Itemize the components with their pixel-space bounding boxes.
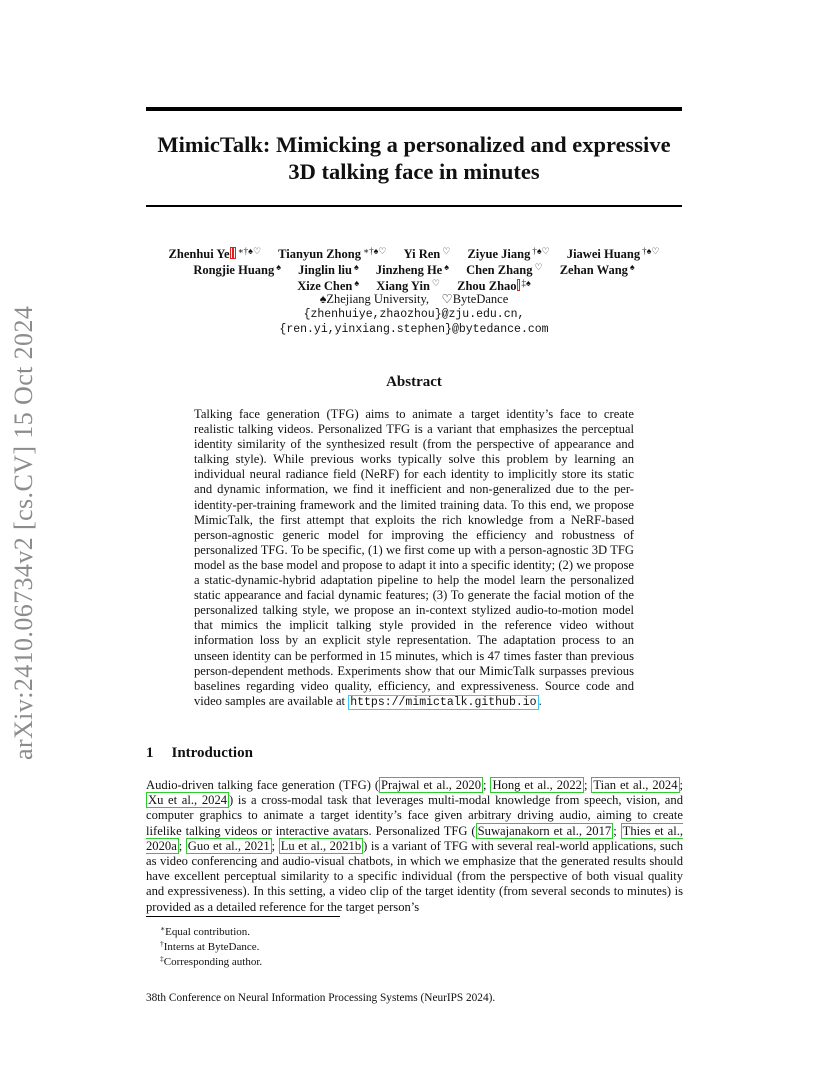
citation-separator: ; [583,778,592,792]
author-zhenhui-ye: Zhenhui Ye ∗†♠♡ [168,246,262,261]
title-top-rule [146,107,682,111]
section-title: Introduction [171,745,253,761]
section-heading-introduction [146,745,271,762]
citation-link[interactable]: Guo et al., 2021 [187,838,270,853]
abstract-heading: Abstract [386,374,442,390]
introduction-paragraph [146,778,683,915]
author-zehan-wang: Zehan Wang ♠ [559,262,635,277]
citation-link[interactable]: Thies et al., 2020a [146,823,683,853]
author-tianyun-zhong: Tianyun Zhong ∗†♠♡ [278,246,387,261]
footnote-equal-contribution: ∗Equal contribution. [160,924,251,938]
author-xize-chen: Xize Chen ♠ [297,278,360,293]
citation-separator: ; [679,778,684,792]
author-jinglin-liu: Jinglin liu ♠ [298,262,359,277]
intro-text: ) is a variant of TFG with several real-world applications, such as video conferencing and audio-visual chatbots, in which we emphasize that the generated results should have excellent perceptual similarity to a specific individual (from the perspective of both visual quality and expressiveness). In this setting, a video clip of the target identity (from several seconds to minutes) is provided as a detailed reference for the target person’s [146,838,683,914]
abstract-body [194,407,634,710]
arxiv-identifier: arXiv:2410.06734v2 [cs.CV] 15 Oct 2024 [9,305,38,760]
citation-link[interactable]: Xu et al., 2024 [148,793,228,808]
author-ziyue-jiang: Ziyue Jiang †♠♡ [467,246,550,261]
affiliations [146,291,682,307]
author-yi-ren: Yi Ren ♡ [403,246,451,261]
intro-text: Audio-driven talking face generation (TFG) ( [146,778,380,792]
author-zhou-zhao: Zhou Zhao ‡♠ [457,278,531,293]
citation-separator: ; [178,838,186,853]
red-highlight-mark [517,279,520,291]
citation-link[interactable]: Lu et al., 2021b [280,838,362,853]
paper-title [146,131,682,185]
citation-link[interactable]: Prajwal et al., 2020 [381,778,481,792]
title-bottom-rule [146,205,682,207]
citation-link[interactable]: Suwajanakorn et al., 2017 [477,823,612,838]
project-url-link[interactable]: https://mimictalk.github.io [350,695,537,709]
red-highlight-mark [233,247,236,259]
section-number: 1 [146,745,154,761]
author-xiang-yin: Xiang Yin ♡ [376,278,440,293]
citation-separator: ; [613,823,621,838]
intro-text: ) is a cross-modal task that leverages multi-modal knowledge from speech, vision, and computer graphics to animate a target identity’s face given arbitrary driving audio, aiming to create lifelike talking videos or interactive avatars. Personalized TFG ( [146,793,683,838]
title-line-2: 3D talking face in minutes [288,159,540,184]
citation-link[interactable]: Hong et al., 2022 [492,778,582,792]
abstract-text: Talking face generation (TFG) aims to animate a target identity’s face to create realistic talking videos. Personalized TFG is a variant that emphasizes the perceptual identity similarity of the synthesized result (from the perspective of appearance and talking style). While previous works typically solve this problem by learning an individual neural radiance field (NeRF) for each identity to implicitly store its static and dynamic information, we find it inefficient and non-generalized due to the per-identity-per-training framework and the limited training data. To this end, we propose MimicTalk, the first attempt that exploits the rich knowledge from a NeRF-based person-agnostic generic model for improving the efficiency and robustness of personalized TFG. To be specific, (1) we first come up with a person-agnostic 3D TFG model as the base model and propose to adapt it into a specific identity; (2) we propose a static-dynamic-hybrid adaptation pipeline to help the model learn the personalized static appearance and facial dynamic features; (3) To generate the facial motion of the personalized talking style, we propose an in-context stylized audio-to-motion model that mimics the implicit talking style provided in the reference video without information loss by an explicit style representation. The adaptation process to an unseen identity can be performed in 15 minutes, which is 47 times faster than previous person-dependent methods. Experiments show that our MimicTalk surpasses previous baselines regarding video quality, efficiency, and expressiveness. Source code and video samples are available at [194,407,634,708]
author-chen-zhang: Chen Zhang ♡ [466,262,543,277]
citation-separator: ; [483,778,491,792]
author-rongjie-huang: Rongjie Huang ♠ [193,262,282,277]
affiliation-zju: ♠Zhejiang University, [319,292,430,306]
affiliation-bytedance: ♡ByteDance [441,292,509,306]
abstract-end: . [538,693,542,708]
conference-note: 38th Conference on Neural Information Processing Systems (NeurIPS 2024). [146,992,496,1004]
author-jinzheng-he: Jinzheng He ♠ [375,262,450,277]
email-line-2: {ren.yi,yinxiang.stephen}@bytedance.com [279,323,549,336]
author-jiawei-huang: Jiawei Huang †♠♡ [566,246,660,261]
title-line-1: MimicTalk: Mimicking a personalized and expressive [157,132,671,157]
footnote-interns: †Interns at ByteDance. [160,939,260,953]
email-line-1: {zhenhuiye,zhaozhou}@zju.edu.cn, [303,308,525,321]
footnote-corresponding: ‡Corresponding author. [160,954,263,968]
citation-separator: ; [271,838,279,853]
citation-link[interactable]: Tian et al., 2024 [593,778,678,792]
footnote-rule [146,916,340,917]
